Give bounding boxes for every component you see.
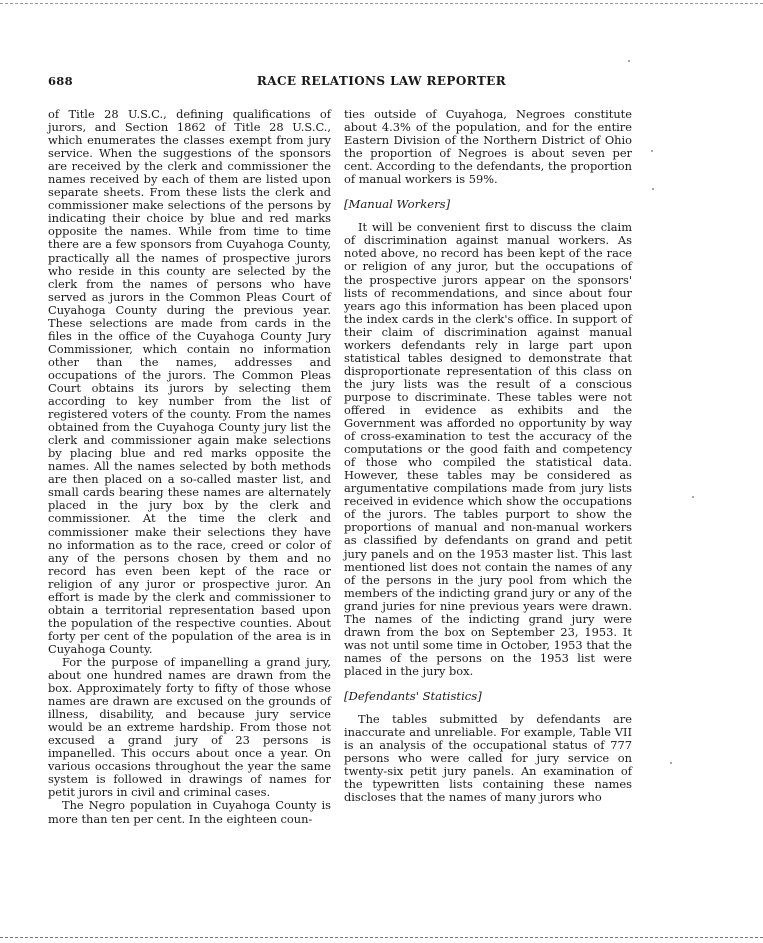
paragraph-defendants-statistics: The tables submitted by defendants are inaccurate and unreliable. For example, Table VII is an analysis of the occupational status of 777 persons who were called for jury service on twenty-six petit jury panels. An examination of the typewritten lists containing these names discloses that the names of many jurors who (344, 712, 632, 805)
paragraph-negro-population: The Negro population in Cuyahoga County is more than ten per cent. In the eighteen coun- (48, 798, 331, 826)
scan-speck (628, 60, 630, 62)
right-column (344, 108, 632, 804)
page-number: 688 (48, 74, 73, 88)
bottom-edge-rule (0, 937, 763, 938)
paragraph-grand-jury: For the purpose of impanelling a grand jury, about one hundred names are drawn from the box. Approximately forty to fifty of those whose names are drawn are excused on the grounds of illness, disability, and because jury service would be an extreme hardship. From those not excused a grand jury of 23 persons is impanelled. This occurs about once a year. On various occasions throughout the year the same system is followed in drawings of names for petit jurors in civil and criminal cases. (48, 654, 331, 800)
scan-speck (651, 150, 653, 152)
running-title: RACE RELATIONS LAW REPORTER (256, 74, 507, 88)
scan-speck (692, 496, 694, 498)
top-edge-rule (0, 3, 763, 4)
left-column (48, 108, 331, 826)
paragraph-continuation: ties outside of Cuyahoga, Negroes constitute about 4.3% of the population, and for the entire Eastern Division of the Northern District of Ohio the proportion of Negroes is about seven per cent. According to the defendants, the proportion of manual workers is 59%. (344, 107, 632, 187)
section-heading-manual-workers: [Manual Workers] (344, 197, 451, 212)
section-heading-defendants-statistics: [Defendants' Statistics] (344, 688, 482, 703)
paragraph-jury-selection: of Title 28 U.S.C., defining qualifications of jurors, and Section 1862 of Title 28 U.S.C., which enumerates the classes exempt from jury service. When the suggestions of the sponsors are received by the clerk and commissioner the names received by each of them are listed upon separate sheets. From these lists the clerk and commissioner make selections of the persons by indicating their choice by blue and red marks opposite the names. While from time to time there are a few sponsors from Cuyahoga County, practically all the names of prospective jurors who reside in this county are selected by the clerk from the names of persons who have served as jurors in the Common Pleas Court of Cuyahoga County during the previous year. These selections are made from cards in the files in the office of the Cuyahoga County Jury Commissioner, which contain no information other than the names, addresses and occupations of the jurors. The Common Pleas Court obtains its jurors by selecting them according to key number from the list of registered voters of the county. From the names obtained from the Cuyahoga County jury list the clerk and commissioner again make selections by placing blue and red marks opposite the names. All the names selected by both methods are then placed on a so-called master list, and small cards bearing these names are alternately placed in the jury box by the clerk and commissioner. At the time the clerk and commissioner make their selections they have no information as to the race, creed or color of any of the persons chosen by them and no record has even been kept of the race or religion of any juror or prospective juror. An effort is made by the clerk and commissioner to obtain a territorial representation based upon the population of the respective counties. About forty per cent of the population of the area is in Cuyahoga County. (48, 107, 331, 656)
scan-speck (670, 762, 672, 764)
scan-speck (652, 188, 654, 190)
paragraph-manual-workers: It will be convenient first to discuss the claim of discrimination against manual workers. As noted above, no record has been kept of the race or religion of any juror, but the occupations of the prospective jurors appear on the sponsors' lists of recommendations, and since about four years ago this information has been placed upon the index cards in the clerk's office. In support of their claim of discrimination against manual workers defendants rely in large part upon statistical tables designed to demonstrate that disproportionate representation of this class on the jury lists was the result of a conscious purpose to discriminate. These tables were not offered in evidence as exhibits and the Government was afforded no opportunity by way of cross-examination to test the accuracy of the computations or the good faith and competency of those who compiled the statistical data. However, these tables may be considered as argumentative compilations made from jury lists received in evidence which show the occupations of the jurors. The tables purport to show the proportions of manual and non-manual workers as classified by defendants on grand and petit jury panels and on the 1953 master list. This last mentioned list does not contain the names of any of the persons in the jury pool from which the members of the indicting grand jury or any of the grand juries for nine previous years were drawn. The names of the indicting grand jury were drawn from the box on September 23, 1953. It was not until some time in October, 1953 that the names of the persons on the 1953 list were placed in the jury box. (344, 220, 632, 678)
